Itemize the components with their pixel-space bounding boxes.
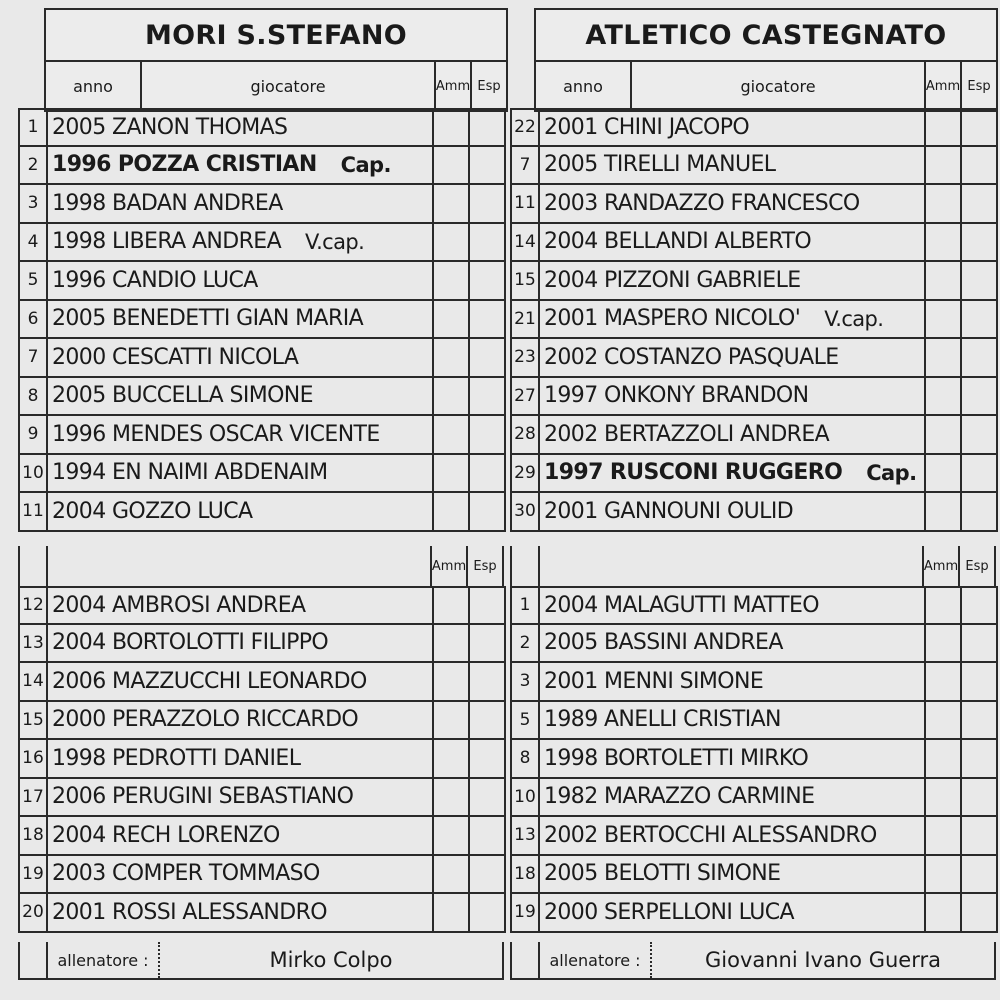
player-row [512, 339, 998, 378]
shirt-number: 16 [20, 740, 48, 777]
esp-box [470, 625, 506, 662]
esp-box [962, 625, 998, 662]
player-name: 2004 PIZZONI GABRIELE [544, 267, 801, 293]
shirt-number: 1 [20, 110, 48, 145]
away-subs-header [510, 546, 996, 586]
player-name: 2004 BORTOLOTTI FILIPPO [52, 630, 329, 656]
amm-box [926, 339, 962, 376]
subs-header-esp: Esp [960, 546, 996, 586]
player-name: 2004 BELLANDI ALBERTO [544, 229, 812, 255]
shirt-number: 30 [512, 493, 540, 530]
player-name: 1998 LIBERA ANDREA [52, 229, 282, 255]
player-cell [48, 378, 434, 415]
amm-box [926, 493, 962, 530]
player-row [20, 817, 506, 856]
amm-box [434, 147, 470, 184]
esp-box [470, 856, 506, 893]
player-cell [48, 147, 434, 184]
player-name: 2004 AMBROSI ANDREA [52, 592, 306, 618]
player-cell [540, 702, 926, 739]
coach-name: Giovanni Ivano Guerra [652, 942, 996, 978]
shirt-number: 4 [20, 224, 48, 261]
shirt-number: 18 [512, 856, 540, 893]
esp-box [962, 416, 998, 453]
shirt-number: 2 [512, 625, 540, 662]
esp-box [470, 224, 506, 261]
shirt-number: 29 [512, 455, 540, 492]
player-name: 1997 RUSCONI RUGGERO [544, 460, 843, 486]
esp-box [470, 301, 506, 338]
esp-box [962, 856, 998, 893]
away-coach-row [510, 942, 996, 980]
player-row [20, 224, 506, 263]
player-row [512, 625, 998, 664]
player-row [20, 147, 506, 186]
home-coach-row [18, 942, 504, 980]
player-name: 2001 ROSSI ALESSANDRO [52, 899, 327, 925]
player-name: 2000 PERAZZOLO RICCARDO [52, 707, 359, 733]
player-row [512, 894, 998, 933]
player-row [20, 663, 506, 702]
shirt-number: 11 [20, 493, 48, 530]
player-row [20, 339, 506, 378]
amm-box [926, 147, 962, 184]
shirt-number: 22 [512, 110, 540, 145]
player-cell [48, 110, 434, 145]
amm-box [926, 455, 962, 492]
player-cell [540, 339, 926, 376]
player-cell [540, 416, 926, 453]
shirt-number: 14 [20, 663, 48, 700]
player-name: 2005 BENEDETTI GIAN MARIA [52, 306, 364, 332]
coach-name: Mirko Colpo [160, 942, 504, 978]
amm-box [926, 110, 962, 145]
amm-box [434, 110, 470, 145]
amm-box [434, 224, 470, 261]
amm-box [434, 663, 470, 700]
player-cell [540, 663, 926, 700]
esp-box [470, 702, 506, 739]
home-subs-header [18, 546, 504, 586]
shirt-number: 20 [20, 894, 48, 931]
esp-box [962, 663, 998, 700]
player-name: 1994 EN NAIMI ABDENAIM [52, 460, 328, 486]
amm-box [434, 455, 470, 492]
player-name: 1998 BORTOLETTI MIRKO [544, 745, 809, 771]
amm-box [926, 301, 962, 338]
player-name: 1996 POZZA CRISTIAN [52, 152, 317, 178]
amm-box [434, 588, 470, 623]
shirt-number: 8 [20, 378, 48, 415]
shirt-number: 17 [20, 779, 48, 816]
amm-box [926, 185, 962, 222]
player-row [512, 262, 998, 301]
player-name: 2001 CHINI JACOPO [544, 114, 750, 140]
player-cell [540, 262, 926, 299]
esp-box [962, 378, 998, 415]
player-name: 2000 CESCATTI NICOLA [52, 344, 299, 370]
amm-box [926, 817, 962, 854]
esp-box [470, 185, 506, 222]
player-cell [540, 224, 926, 261]
player-cell [540, 588, 926, 623]
esp-box [962, 894, 998, 931]
esp-box [962, 110, 998, 145]
player-cell [540, 817, 926, 854]
player-row [20, 108, 506, 147]
home-subs-list [18, 586, 506, 933]
away-team-title: ATLETICO CASTEGNATO [534, 8, 998, 60]
header-year: anno [536, 62, 632, 110]
esp-box [962, 702, 998, 739]
player-row [20, 856, 506, 895]
shirt-number: 19 [512, 894, 540, 931]
player-row [20, 779, 506, 818]
player-cell [540, 856, 926, 893]
player-cell [48, 625, 434, 662]
esp-box [962, 740, 998, 777]
player-cell [48, 224, 434, 261]
header-player: giocatore [632, 62, 926, 110]
shirt-number: 6 [20, 301, 48, 338]
captain-role: V.cap. [305, 229, 365, 254]
header-amm: Amm [926, 62, 962, 110]
player-row [512, 455, 998, 494]
shirt-number: 7 [20, 339, 48, 376]
shirt-number: 23 [512, 339, 540, 376]
player-row [20, 586, 506, 625]
player-name: 2005 BELOTTI SIMONE [544, 861, 781, 887]
player-name: 2005 BUCCELLA SIMONE [52, 383, 313, 409]
subs-header-amm: Amm [924, 546, 960, 586]
player-cell [48, 894, 434, 931]
amm-box [926, 378, 962, 415]
player-row [20, 301, 506, 340]
player-row [20, 702, 506, 741]
player-cell [48, 455, 434, 492]
amm-box [434, 185, 470, 222]
captain-role: V.cap. [824, 306, 884, 331]
shirt-number: 5 [20, 262, 48, 299]
esp-box [470, 262, 506, 299]
shirt-number: 3 [20, 185, 48, 222]
esp-box [470, 779, 506, 816]
player-row [512, 378, 998, 417]
shirt-number: 28 [512, 416, 540, 453]
player-row [512, 147, 998, 186]
esp-box [962, 185, 998, 222]
player-cell [540, 455, 926, 492]
player-row [512, 817, 998, 856]
amm-box [926, 779, 962, 816]
player-name: 2001 MASPERO NICOLO' [544, 306, 801, 332]
player-row [20, 378, 506, 417]
player-cell [540, 301, 926, 338]
header-year: anno [46, 62, 142, 110]
player-name: 2003 COMPER TOMMASO [52, 861, 320, 887]
esp-box [470, 894, 506, 931]
shirt-number: 14 [512, 224, 540, 261]
esp-box [962, 779, 998, 816]
esp-box [962, 262, 998, 299]
player-cell [540, 185, 926, 222]
player-name: 2002 COSTANZO PASQUALE [544, 344, 839, 370]
player-row [512, 224, 998, 263]
shirt-number: 7 [512, 147, 540, 184]
amm-box [434, 856, 470, 893]
player-cell [48, 740, 434, 777]
player-name: 2005 ZANON THOMAS [52, 114, 288, 140]
player-cell [48, 301, 434, 338]
subs-header-esp: Esp [468, 546, 504, 586]
esp-box [962, 301, 998, 338]
esp-box [962, 147, 998, 184]
player-cell [48, 185, 434, 222]
player-name: 2002 BERTAZZOLI ANDREA [544, 421, 830, 447]
player-cell [540, 894, 926, 931]
shirt-number: 10 [20, 455, 48, 492]
esp-box [962, 493, 998, 530]
player-name: 1982 MARAZZO CARMINE [544, 784, 815, 810]
player-cell [48, 588, 434, 623]
player-name: 1998 BADAN ANDREA [52, 190, 283, 216]
shirt-number: 10 [512, 779, 540, 816]
captain-role: Cap. [866, 460, 917, 485]
home-column-headers [44, 60, 508, 112]
player-cell [540, 740, 926, 777]
shirt-number: 12 [20, 588, 48, 623]
shirt-number: 13 [20, 625, 48, 662]
shirt-number: 11 [512, 185, 540, 222]
header-player: giocatore [142, 62, 436, 110]
player-row [512, 856, 998, 895]
player-row [512, 663, 998, 702]
shirt-number: 3 [512, 663, 540, 700]
player-cell [48, 416, 434, 453]
esp-box [470, 110, 506, 145]
player-cell [540, 493, 926, 530]
shirt-number: 15 [512, 262, 540, 299]
player-name: 1997 ONKONY BRANDON [544, 383, 809, 409]
esp-box [470, 740, 506, 777]
esp-box [962, 224, 998, 261]
player-row [20, 185, 506, 224]
amm-box [434, 817, 470, 854]
shirt-number: 9 [20, 416, 48, 453]
amm-box [434, 262, 470, 299]
header-amm: Amm [436, 62, 472, 110]
player-name: 2004 RECH LORENZO [52, 822, 280, 848]
amm-box [926, 262, 962, 299]
player-cell [540, 110, 926, 145]
esp-box [470, 588, 506, 623]
player-cell [48, 262, 434, 299]
esp-box [962, 455, 998, 492]
away-column-headers [534, 60, 998, 112]
player-row [20, 455, 506, 494]
player-name: 1989 ANELLI CRISTIAN [544, 707, 781, 733]
player-row [512, 493, 998, 532]
esp-box [470, 455, 506, 492]
amm-box [926, 663, 962, 700]
player-cell [540, 625, 926, 662]
amm-box [434, 625, 470, 662]
amm-box [434, 416, 470, 453]
player-name: 2004 GOZZO LUCA [52, 498, 253, 524]
player-row [512, 702, 998, 741]
amm-box [434, 740, 470, 777]
player-name: 2003 RANDAZZO FRANCESCO [544, 190, 860, 216]
shirt-number: 2 [20, 147, 48, 184]
esp-box [470, 416, 506, 453]
player-name: 2006 MAZZUCCHI LEONARDO [52, 668, 367, 694]
amm-box [434, 301, 470, 338]
amm-box [926, 416, 962, 453]
esp-box [470, 663, 506, 700]
esp-box [470, 339, 506, 376]
amm-box [926, 894, 962, 931]
player-name: 2001 GANNOUNI OULID [544, 498, 794, 524]
player-row [512, 586, 998, 625]
home-starters-list [18, 108, 506, 532]
player-name: 2001 MENNI SIMONE [544, 668, 764, 694]
coach-label: allenatore : [540, 942, 652, 978]
player-name: 2006 PERUGINI SEBASTIANO [52, 784, 354, 810]
player-row [512, 301, 998, 340]
player-row [20, 625, 506, 664]
player-row [20, 894, 506, 933]
player-name: 2005 BASSINI ANDREA [544, 630, 783, 656]
player-cell [48, 817, 434, 854]
amm-box [434, 702, 470, 739]
amm-box [434, 339, 470, 376]
shirt-number: 21 [512, 301, 540, 338]
player-cell [48, 856, 434, 893]
amm-box [434, 894, 470, 931]
shirt-number: 1 [512, 588, 540, 623]
player-cell [48, 702, 434, 739]
player-row [512, 185, 998, 224]
esp-box [962, 817, 998, 854]
player-name: 1998 PEDROTTI DANIEL [52, 745, 301, 771]
home-team-title: MORI S.STEFANO [44, 8, 508, 60]
player-row [512, 779, 998, 818]
player-row [512, 740, 998, 779]
shirt-number: 5 [512, 702, 540, 739]
player-cell [540, 378, 926, 415]
amm-box [926, 588, 962, 623]
shirt-number: 15 [20, 702, 48, 739]
header-esp: Esp [967, 78, 991, 94]
away-starters-list [510, 108, 998, 532]
header-esp: Esp [477, 78, 501, 94]
shirt-number: 8 [512, 740, 540, 777]
shirt-number: 19 [20, 856, 48, 893]
player-row [20, 262, 506, 301]
player-cell [48, 493, 434, 530]
player-cell [48, 663, 434, 700]
amm-box [434, 378, 470, 415]
subs-header-amm: Amm [432, 546, 468, 586]
esp-box [470, 147, 506, 184]
esp-box [470, 817, 506, 854]
player-cell [540, 147, 926, 184]
amm-box [434, 493, 470, 530]
player-name: 2000 SERPELLONI LUCA [544, 899, 794, 925]
esp-box [470, 378, 506, 415]
amm-box [434, 779, 470, 816]
player-cell [540, 779, 926, 816]
away-subs-list [510, 586, 998, 933]
amm-box [926, 224, 962, 261]
player-name: 2004 MALAGUTTI MATTEO [544, 592, 819, 618]
shirt-number: 13 [512, 817, 540, 854]
player-cell [48, 339, 434, 376]
esp-box [962, 339, 998, 376]
captain-role: Cap. [340, 152, 391, 177]
player-row [512, 416, 998, 455]
player-name: 1996 MENDES OSCAR VICENTE [52, 421, 380, 447]
amm-box [926, 625, 962, 662]
esp-box [962, 588, 998, 623]
amm-box [926, 856, 962, 893]
amm-box [926, 740, 962, 777]
shirt-number: 18 [20, 817, 48, 854]
player-name: 2002 BERTOCCHI ALESSANDRO [544, 822, 877, 848]
player-name: 1996 CANDIO LUCA [52, 267, 258, 293]
player-row [512, 108, 998, 147]
coach-label: allenatore : [48, 942, 160, 978]
amm-box [926, 702, 962, 739]
player-row [20, 416, 506, 455]
player-name: 2005 TIRELLI MANUEL [544, 152, 776, 178]
player-row [20, 493, 506, 532]
player-row [20, 740, 506, 779]
shirt-number: 27 [512, 378, 540, 415]
esp-box [470, 493, 506, 530]
player-cell [48, 779, 434, 816]
